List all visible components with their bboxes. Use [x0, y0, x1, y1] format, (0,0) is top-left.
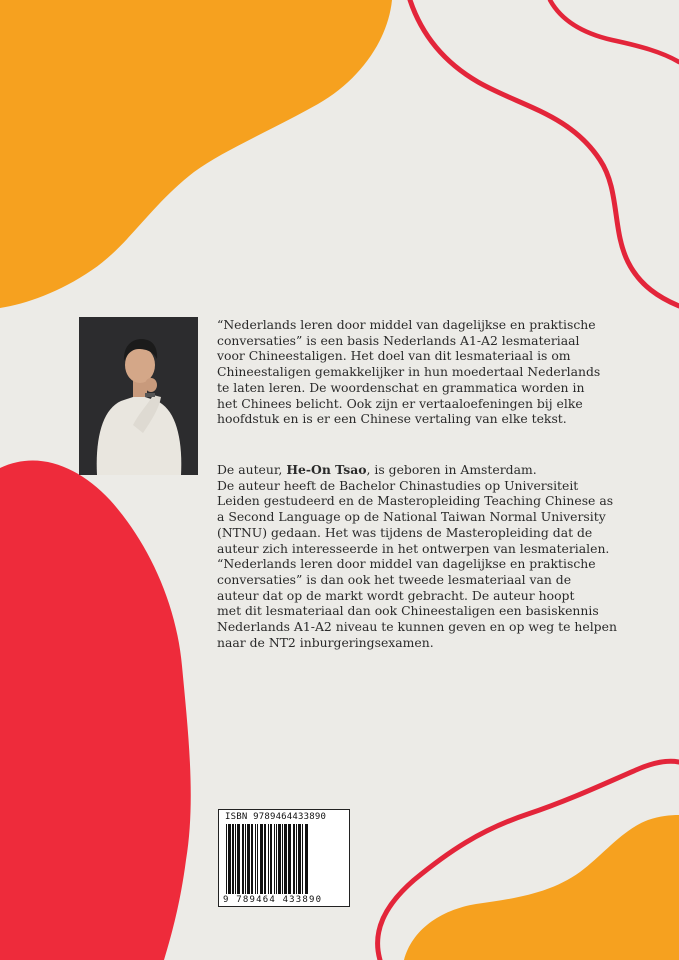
- bio-line: “Nederlands leren door middel van dagelijkse en praktische: [217, 556, 596, 572]
- author-bio-paragraph: [217, 462, 627, 650]
- bio-line: a Second Language op de National Taiwan Normal University: [217, 509, 606, 525]
- author-photo: [79, 317, 198, 475]
- bio-line: De auteur heeft de Bachelor Chinastudies op Universiteit: [217, 477, 579, 493]
- barcode-bar: [255, 824, 256, 894]
- bio-line: conversaties” is dan ook het tweede lesmateriaal van de: [217, 571, 572, 587]
- barcode-bar: [226, 824, 227, 894]
- barcode-bar: [235, 824, 236, 894]
- barcode-bar: [232, 824, 234, 894]
- description-line: conversaties” is een basis Nederlands A1-A2 lesmateriaal: [217, 332, 580, 348]
- barcode-bar: [257, 824, 258, 894]
- bio-line: met dit lesmateriaal dan ook Chineestaligen een basiskennis: [217, 603, 599, 619]
- barcode-bar: [270, 824, 272, 894]
- barcode-bar: [260, 824, 263, 894]
- barcode-bar: [264, 824, 266, 894]
- barcode-bar: [305, 824, 308, 894]
- barcode-bar: [247, 824, 250, 894]
- barcode-bar: [278, 824, 281, 894]
- bio-line: Leiden gestudeerd en de Masteropleiding Teaching Chinese as: [217, 493, 614, 509]
- red-curve-line-top-right: [550, 0, 679, 62]
- isbn-label: ISBN 9789464433890: [225, 812, 327, 822]
- description-line: hoofdstuk en is er een Chinese vertaling van elke tekst.: [217, 411, 567, 427]
- description-line: te laten leren. De woordenschat en grammatica worden in: [217, 379, 585, 395]
- barcode-bar: [296, 824, 297, 894]
- barcode-bar: [268, 824, 269, 894]
- barcode-bar: [242, 824, 244, 894]
- barcode-bar: [282, 824, 283, 894]
- barcode-bar: [228, 824, 231, 894]
- author-figure: [79, 317, 198, 475]
- barcode-bar: [237, 824, 240, 894]
- barcode-bar: [298, 824, 301, 894]
- isbn-digits: 9 789464 433890: [223, 895, 323, 905]
- bio-line: (NTNU) gedaan. Het was tijdens de Masteropleiding dat de: [217, 524, 593, 540]
- bio-line: Nederlands A1-A2 niveau te kunnen geven en op weg te helpen: [217, 619, 617, 635]
- barcode-bars: [224, 824, 344, 894]
- barcode-bar: [276, 824, 277, 894]
- isbn-barcode: [218, 809, 350, 907]
- barcode-bar: [251, 824, 253, 894]
- orange-blob-bottom-right: [404, 815, 679, 960]
- bio-line: naar de NT2 inburgeringsexamen.: [217, 634, 434, 650]
- description-line: Chineestaligen gemakkelijker in hun moedertaal Nederlands: [217, 364, 601, 380]
- author-intro-line: [217, 462, 627, 478]
- orange-blob-top-left: [0, 0, 392, 308]
- barcode-bar: [245, 824, 246, 894]
- barcode-bar: [302, 824, 303, 894]
- description-line: voor Chineestaligen. Het doel van dit lesmateriaal is om: [217, 348, 571, 364]
- author-intro-before: De auteur,: [217, 462, 287, 477]
- barcode-bar: [274, 824, 275, 894]
- description-line: het Chinees belicht. Ook zijn er vertaaloefeningen bij elke: [217, 395, 583, 411]
- barcode-bar: [288, 824, 291, 894]
- bio-line: auteur zich interesseerde in het ontwerpen van lesmaterialen.: [217, 540, 610, 556]
- author-name: He-On Tsao: [286, 462, 367, 477]
- description-paragraph: [217, 317, 627, 427]
- author-intro-after: , is geboren in Amsterdam.: [366, 462, 537, 477]
- barcode-bar: [284, 824, 287, 894]
- red-blob-bottom-left: [0, 461, 191, 960]
- bio-line: auteur dat op de markt wordt gebracht. De auteur hoopt: [217, 587, 575, 603]
- description-line: “Nederlands leren door middel van dagelijkse en praktische: [217, 317, 596, 332]
- barcode-bar: [293, 824, 295, 894]
